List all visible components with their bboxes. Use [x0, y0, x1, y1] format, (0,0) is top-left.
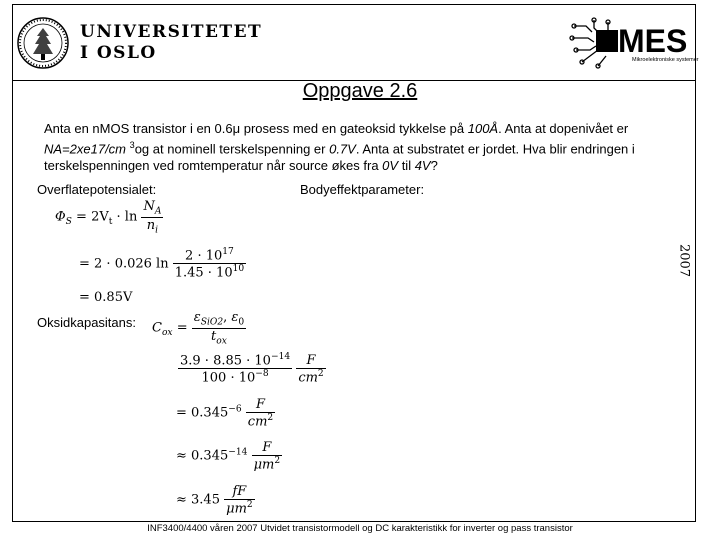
- slide-footer: INF3400/4400 våren 2007 Utvidet transistormodell og DC karakteristikk for inverter og pass transistor: [147, 523, 573, 534]
- c2-unit-den: cm: [247, 414, 268, 430]
- c4-unit-den: μm: [226, 501, 247, 517]
- year-text: 2007: [676, 243, 692, 278]
- mes-tagline: Mikroelektroniske systemer: [632, 57, 699, 63]
- phi-2vt: = 2V: [76, 209, 109, 225]
- phi-fraction: [141, 199, 163, 235]
- problem-mu: μ: [232, 121, 241, 136]
- c4-unit-exp: 2: [246, 500, 253, 510]
- phi2-fraction: [173, 247, 246, 281]
- cox-equation-4: [176, 440, 282, 472]
- phi-equation-1: [55, 199, 163, 235]
- mes-wordmark: MES: [618, 23, 688, 59]
- c3-value: ≈ 0.345: [176, 448, 229, 464]
- c4-unit: [224, 484, 255, 516]
- problem-text-7: ?: [430, 158, 438, 174]
- problem-text-1: Anta en nMOS transistor i en 0.6: [44, 121, 233, 136]
- eps-sio2-symbol: ε: [193, 310, 201, 325]
- university-line-2: I OSLO: [80, 43, 157, 63]
- problem-doping: NA=2xe17/cm: [44, 141, 127, 157]
- phi-sub: S: [65, 217, 72, 228]
- tox-sub: ox: [216, 336, 227, 347]
- c1-numerator: 3.9 · 8.85 · 10: [180, 353, 271, 369]
- problem-oxide-thickness: 100Å: [467, 121, 499, 136]
- phi2-denominator: 1.45 · 10: [174, 265, 233, 281]
- phi2-numerator: 2 · 10: [185, 248, 223, 264]
- chip-icon: [596, 30, 618, 52]
- na-sub: A: [154, 206, 162, 217]
- cox-symbol: C: [152, 320, 162, 336]
- cox-equation-1: [152, 310, 246, 346]
- problem-text-3: . Anta at dopenivået er: [498, 121, 629, 136]
- cox-fraction: $\frac{\varepsilon_{SiO2}, \varepsilon_0}{t_{ox}}$: [193, 310, 245, 347]
- c1-fraction: [178, 352, 292, 386]
- phi2-den-exp: 10: [232, 264, 245, 275]
- c1-unit-exp: 2: [317, 368, 324, 379]
- problem-vt0: 0.7V: [329, 141, 356, 157]
- university-seal-icon: [17, 12, 69, 74]
- c2-unit-num: F: [255, 397, 266, 412]
- na-symbol: N: [143, 199, 155, 214]
- problem-v-from: 0V: [382, 158, 399, 174]
- problem-v-to: 4V: [414, 158, 431, 174]
- c3-unit-exp: 2: [274, 456, 281, 466]
- problem-text-6: til: [398, 158, 415, 174]
- cox-equation-5: [176, 484, 255, 516]
- c1-num-exp: −14: [270, 352, 291, 362]
- phi-vt-sub: t: [108, 217, 113, 228]
- eps0-symbol: ε: [231, 310, 239, 325]
- problem-text-5: . Anta at substratet er jordet. Hva blir endringen i terskelspenningen ved romtemperatur når source økes fra: [44, 141, 635, 174]
- c3-unit-den: μm: [253, 457, 275, 473]
- surface-potential-label: Overflatepotensialet:: [37, 182, 157, 197]
- oxide-capacitance-label: Oksidkapasitans:: [37, 315, 136, 330]
- problem-text-2: prosess med en gateoksid tykkelse på: [240, 121, 468, 136]
- cox-equals: =: [176, 320, 188, 336]
- phi2-prefix: = 2 · 0.026 ln: [79, 256, 169, 272]
- c2-unit-exp: 2: [267, 413, 274, 423]
- phi-ln: · ln: [116, 209, 138, 225]
- phi2-num-exp: 17: [222, 247, 234, 257]
- c1-unit-num: F: [306, 352, 316, 368]
- c2-exp: −6: [228, 404, 242, 415]
- phi-symbol: Φ: [55, 209, 66, 225]
- ni-sub: i: [155, 225, 159, 236]
- year-vertical: [675, 240, 695, 282]
- cox-equation-3: [176, 397, 275, 429]
- c3-exp: −14: [228, 447, 248, 458]
- problem-text-4: og at nominell terskelspenning er: [134, 141, 330, 157]
- cox-sub: ox: [161, 328, 173, 339]
- ni-symbol: n: [146, 217, 156, 233]
- phi-equation-2: [79, 247, 246, 281]
- c1-unit-den: cm: [298, 369, 318, 385]
- phi-equation-3: = 0.85V: [79, 290, 133, 305]
- c1-den-exp: −8: [255, 369, 269, 380]
- c4-unit-num: fF: [232, 484, 247, 499]
- eps0-sub: 0: [238, 317, 245, 328]
- c2-value: = 0.345: [176, 405, 229, 421]
- mes-logo: [568, 16, 708, 74]
- university-name: [80, 22, 262, 64]
- c2-unit: [246, 397, 275, 429]
- body-effect-label: Bodyeffektparameter:: [300, 182, 425, 197]
- c3-unit: [252, 440, 283, 472]
- c4-value: ≈ 3.45: [176, 492, 220, 508]
- university-line-1: UNIVERSITETET: [80, 22, 263, 42]
- problem-doping-exp: 3: [129, 140, 135, 150]
- problem-statement: [44, 120, 674, 174]
- slide-title: Oppgave 2.6: [302, 80, 418, 102]
- slide-title-container: [0, 80, 720, 103]
- cox-equation-2: [178, 352, 326, 386]
- eps-sio2-sub: SiO2: [200, 317, 224, 328]
- c3-unit-num: F: [262, 440, 272, 455]
- tox-symbol: t: [211, 328, 217, 344]
- c1-unit: [296, 353, 325, 385]
- c1-denominator: 100 · 10: [201, 370, 256, 386]
